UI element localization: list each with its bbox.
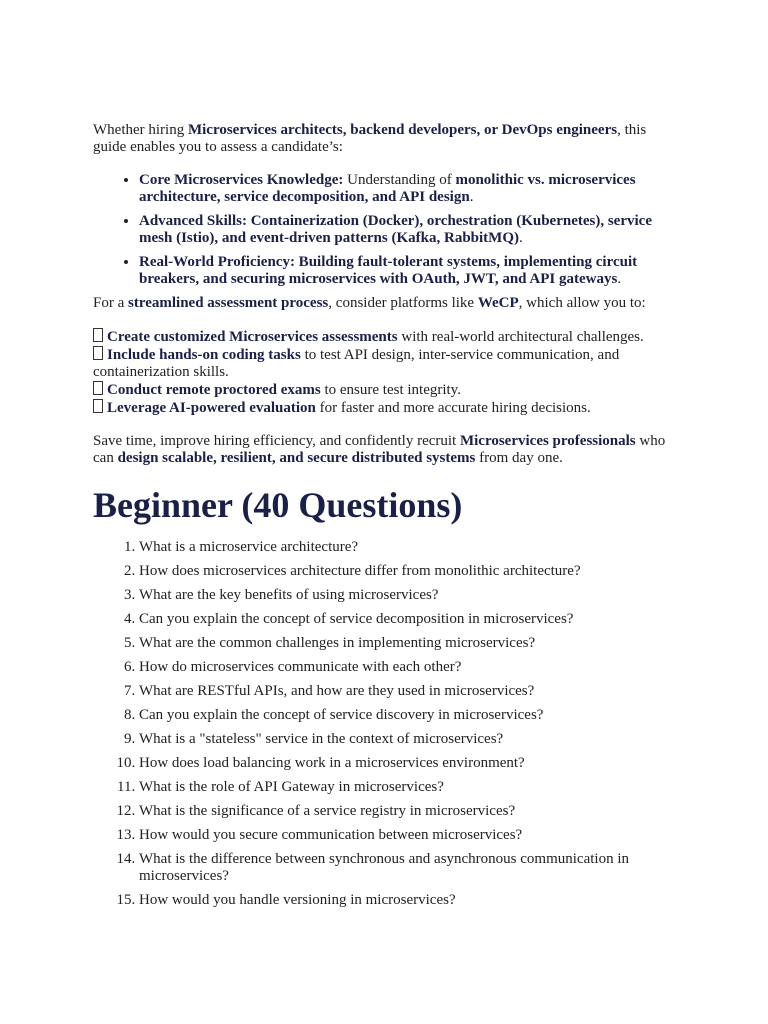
skill-detail: monolithic vs. microservices architecture, service decomposition, and API design — [139, 172, 636, 205]
closing-bold: Microservices professionals — [459, 433, 636, 449]
closing-bold: design scalable, resilient, and secure distributed systems — [117, 450, 476, 466]
intro-text-end: , this guide enables you to assess a candidate’s: — [93, 122, 647, 155]
list-item: 3. What are the key benefits of using microservices? — [139, 587, 678, 604]
list-item: 6. How do microservices communicate with each other? — [139, 659, 678, 676]
list-item: 11. What is the role of API Gateway in microservices? — [139, 779, 678, 796]
checklist-bold: Include hands-on coding tasks — [107, 347, 301, 363]
list-item — [139, 254, 678, 288]
checklist-text: to test API design, inter-service communication, and containerization skills. — [93, 347, 620, 380]
skill-text: Understanding of — [343, 172, 456, 188]
platform-text: , consider platforms like — [328, 295, 478, 311]
list-item: 9. What is a "stateless" service in the context of microservices? — [139, 731, 678, 748]
platform-bold: streamlined assessment process — [128, 295, 329, 311]
checklist-item — [93, 381, 678, 399]
skill-punct: . — [617, 271, 622, 287]
list-item: 15. How would you handle versioning in microservices? — [139, 892, 678, 909]
document-page — [93, 122, 678, 916]
checklist-bold: Create customized Microservices assessments — [107, 329, 398, 345]
skill-title: Advanced Skills: Containerization (Docker), orchestration (Kubernetes), service mesh (Istio), and event-driven patterns (Kafka, RabbitMQ) — [139, 213, 652, 246]
intro-roles: Microservices architects, backend developers, or DevOps engineers — [187, 122, 618, 138]
skill-punct: . — [519, 230, 523, 246]
platform-text: For a — [93, 295, 128, 311]
closing-text: from day one. — [475, 450, 563, 466]
list-item: 8. Can you explain the concept of service discovery in microservices? — [139, 707, 678, 724]
section-heading: Beginner (40 Questions) — [93, 485, 463, 525]
closing-text: who can — [93, 433, 666, 466]
checklist-text: to ensure test integrity. — [320, 382, 461, 398]
checkbox-icon — [93, 381, 103, 395]
list-item: 12. What is the significance of a service registry in microservices? — [139, 803, 678, 820]
skill-title: Core Microservices Knowledge: — [139, 172, 344, 188]
list-item: 14. What is the difference between synchronous and asynchronous communication in microservices? — [139, 851, 678, 885]
feature-checklist — [93, 328, 678, 417]
skills-list — [93, 172, 678, 288]
questions-list — [93, 539, 678, 909]
list-item: 10. How does load balancing work in a microservices environment? — [139, 755, 678, 772]
platform-paragraph — [93, 295, 678, 312]
checklist-item — [93, 399, 678, 417]
intro-text: Whether hiring — [93, 122, 188, 138]
checklist-bold: Leverage AI-powered evaluation — [107, 400, 316, 416]
checklist-item — [93, 328, 678, 346]
list-item: 4. Can you explain the concept of service decomposition in microservices? — [139, 611, 678, 628]
skill-punct: . — [469, 189, 474, 205]
list-item: 5. What are the common challenges in implementing microservices? — [139, 635, 678, 652]
intro-paragraph — [93, 122, 678, 156]
platform-text: , which allow you to: — [518, 295, 646, 311]
list-item — [139, 213, 678, 247]
checklist-text: for faster and more accurate hiring decisions. — [315, 400, 591, 416]
platform-name: WeCP — [477, 295, 519, 311]
list-item: 1. What is a microservice architecture? — [139, 539, 678, 556]
checklist-item — [93, 346, 678, 381]
list-item — [139, 172, 678, 206]
list-item: 7. What are RESTful APIs, and how are they used in microservices? — [139, 683, 678, 700]
closing-paragraph — [93, 433, 678, 467]
checkbox-icon — [93, 328, 103, 342]
checkbox-icon — [93, 399, 103, 413]
checklist-bold: Conduct remote proctored exams — [107, 382, 321, 398]
list-item: 13. How would you secure communication between microservices? — [139, 827, 678, 844]
checklist-text: with real-world architectural challenges. — [397, 329, 644, 345]
list-item: 2. How does microservices architecture differ from monolithic architecture? — [139, 563, 678, 580]
skill-title: Real-World Proficiency: Building fault-tolerant systems, implementing circuit breakers, and securing microservices with OAuth, JWT, and API gateways — [139, 254, 638, 287]
closing-text: Save time, improve hiring efficiency, and confidently recruit — [93, 433, 460, 449]
checkbox-icon — [93, 346, 103, 360]
